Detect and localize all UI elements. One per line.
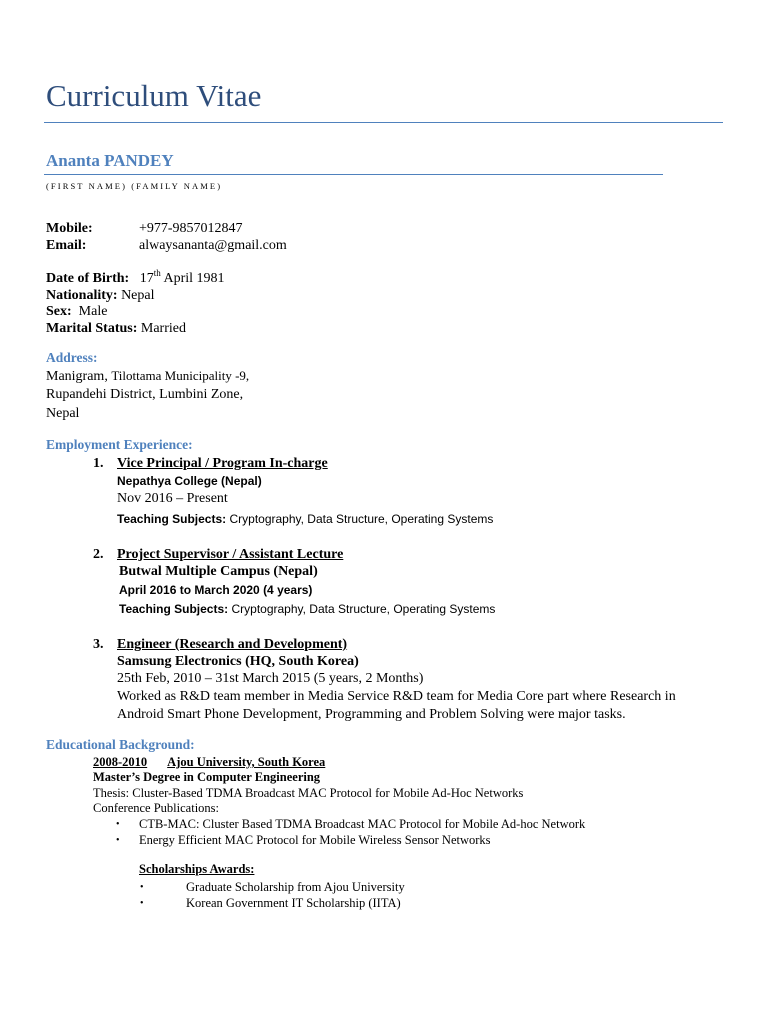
job-2-subjects <box>119 602 495 616</box>
education-years <box>93 755 325 770</box>
education-thesis: Thesis: Cluster-Based TDMA Broadcast MAC Protocol for Mobile Ad-Hoc Networks <box>93 786 524 800</box>
sex-value: Male <box>78 304 108 319</box>
job-2-role: Project Supervisor / Assistant Lecture <box>117 547 344 562</box>
job-3-org: Samsung Electronics (HQ, South Korea) <box>117 654 359 669</box>
publication-1-bullet: • <box>116 819 120 830</box>
job-3-role: Engineer (Research and Development) <box>117 637 348 652</box>
nationality-row <box>46 288 155 304</box>
job-1-subjects <box>117 512 493 526</box>
address-line-2: Rupandehi District, Lumbini Zone, <box>46 387 244 402</box>
job-2-period: April 2016 to March 2020 (4 years) <box>119 583 313 597</box>
job-3-description-1: Worked as R&D team member in Media Service R&D team for Media Core part where Research in <box>117 689 676 704</box>
dob-label: Date of Birth: <box>46 271 130 286</box>
email-value: alwaysananta@gmail.com <box>139 238 287 253</box>
job-3-number: 3. <box>93 637 104 652</box>
name-caption: (FIRST NAME) (FAMILY NAME) <box>46 181 223 191</box>
job-2-subjects-value: Cryptography, Data Structure, Operating Systems <box>231 602 496 616</box>
address-heading: Address: <box>46 350 98 365</box>
education-institution: Ajou University, South Korea <box>167 755 326 769</box>
publication-1: CTB-MAC: Cluster Based TDMA Broadcast MAC Protocol for Mobile Ad-hoc Network <box>139 817 586 831</box>
job-3-description-2: Android Smart Phone Development, Programming and Problem Solving were major tasks. <box>117 707 626 722</box>
scholarships-heading: Scholarships Awards: <box>139 862 255 876</box>
dob-suffix: th <box>153 268 161 278</box>
job-2-number: 2. <box>93 547 104 562</box>
conference-label: Conference Publications: <box>93 801 220 815</box>
mobile-label: Mobile: <box>46 221 93 236</box>
document-title: Curriculum Vitae <box>46 78 262 113</box>
job-1-org: Nepathya College (Nepal) <box>117 474 262 488</box>
marital-value: Married <box>140 321 186 336</box>
title-divider <box>44 122 723 123</box>
scholarship-1-bullet: • <box>140 882 144 893</box>
job-2-org: Butwal Multiple Campus (Nepal) <box>119 564 318 579</box>
dob-row <box>46 268 225 287</box>
job-1-role: Vice Principal / Program In-charge <box>117 456 328 471</box>
mobile-value: +977-9857012847 <box>139 221 243 236</box>
address-line-3: Nepal <box>46 406 80 421</box>
nationality-value: Nepal <box>121 288 155 303</box>
scholarship-2-bullet: • <box>140 898 144 909</box>
nationality-label: Nationality: <box>46 288 118 303</box>
name-divider <box>44 174 663 175</box>
publication-2: Energy Efficient MAC Protocol for Mobile Wireless Sensor Networks <box>139 833 491 847</box>
job-1-number: 1. <box>93 456 104 471</box>
address-line-1a: Manigram, <box>46 369 108 384</box>
job-1-subjects-value: Cryptography, Data Structure, Operating Systems <box>229 512 494 526</box>
scholarship-2: Korean Government IT Scholarship (IITA) <box>186 896 401 910</box>
employment-heading: Employment Experience: <box>46 437 193 452</box>
address-line-1b: Tilottama Municipality -9, <box>111 368 250 383</box>
job-1-period: Nov 2016 – Present <box>117 491 228 506</box>
job-1-subjects-label: Teaching Subjects: <box>117 512 227 526</box>
job-3-period: 25th Feb, 2010 – 31st March 2015 (5 years, 2 Months) <box>117 671 424 686</box>
candidate-name: Ananta PANDEY <box>46 151 174 170</box>
sex-label: Sex: <box>46 304 72 319</box>
education-years-value: 2008-2010 <box>93 755 148 769</box>
education-heading: Educational Background: <box>46 737 195 752</box>
job-2-subjects-label: Teaching Subjects: <box>119 602 229 616</box>
marital-label: Marital Status: <box>46 321 138 336</box>
scholarship-1: Graduate Scholarship from Ajou University <box>186 880 405 894</box>
publication-2-bullet: • <box>116 835 120 846</box>
dob-day: 17 <box>139 271 154 286</box>
address-line-1 <box>46 368 249 385</box>
email-label: Email: <box>46 238 87 253</box>
sex-row <box>46 304 107 320</box>
education-degree: Master’s Degree in Computer Engineering <box>93 770 321 784</box>
marital-row <box>46 321 186 337</box>
dob-rest: April 1981 <box>163 271 225 286</box>
